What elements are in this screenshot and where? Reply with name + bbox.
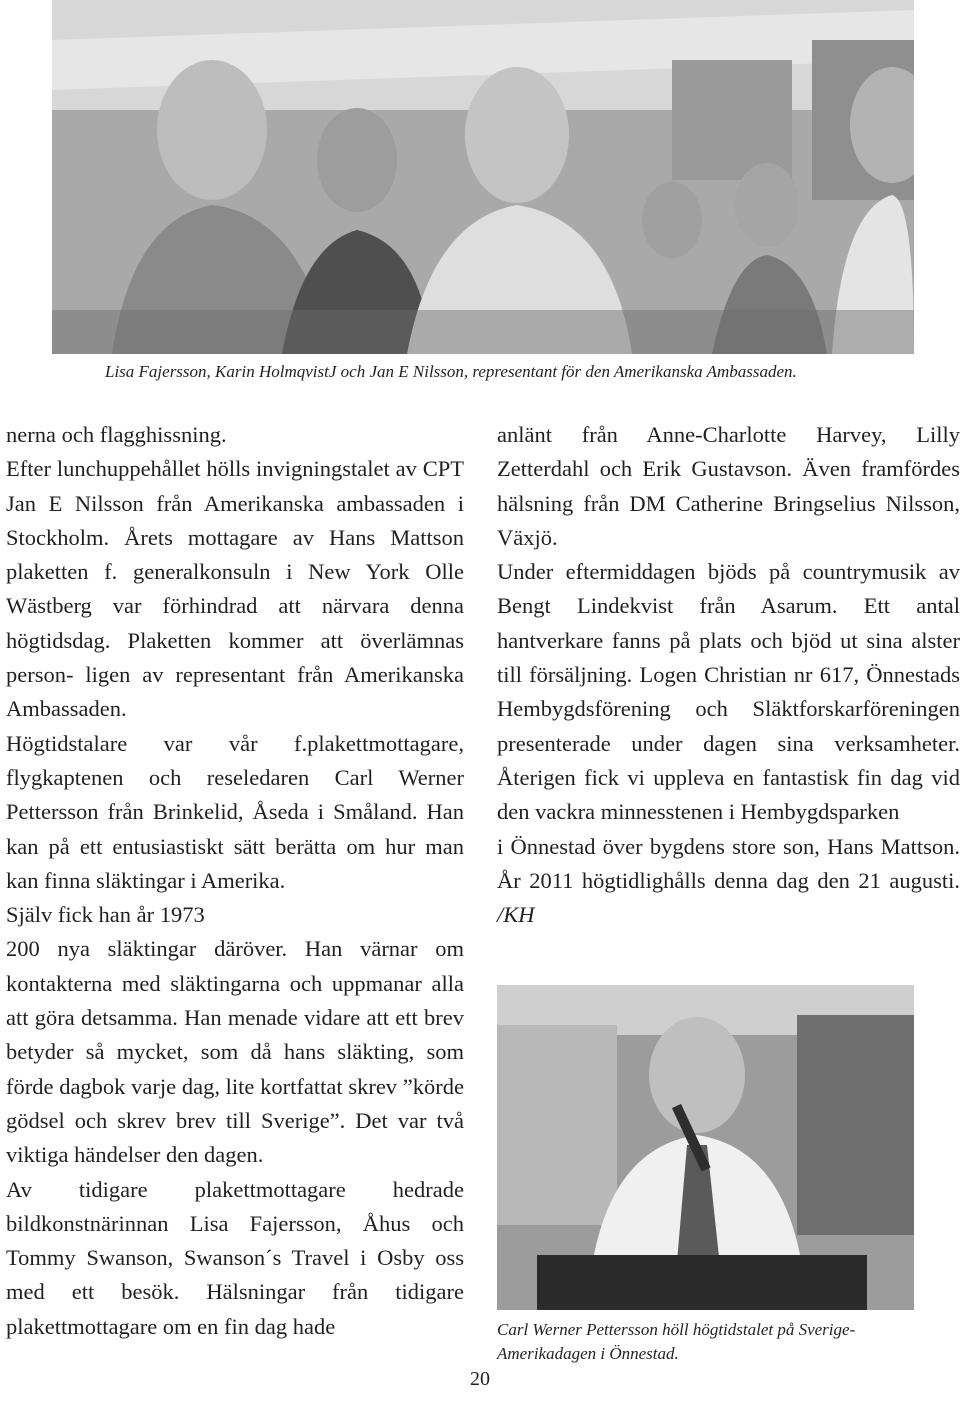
paragraph: Efter lunchuppehållet hölls invigningstalet av CPT Jan E Nilsson från Amerikanska ambassaden i Stockholm. Årets mottagare av Hans Mattson plaketten f. generalkonsuln i New York Olle Wästberg var förhindrad att närvara denna högtidsdag. Plaketten kommer att överlämnas person- ligen av representant från Amerikanska Ambassaden. xyxy=(6,456,464,722)
author-signature: /KH xyxy=(497,902,535,928)
paragraph: nerna och flagghissning. xyxy=(6,422,227,447)
paragraph: anlänt från Anne-Charlotte Harvey, Lilly Zetterdahl och Erik Gustavson. Även framfördes hälsning från DM Catherine Bringselius Nilsson, Växjö. xyxy=(497,422,960,550)
paragraph xyxy=(497,830,960,933)
paragraph: Av tidigare plakettmottagare hedrade bildkonstnärinnan Lisa Fajersson, Åhus och Tommy Swanson, Swanson´s Travel i Osby oss med ett besök. Hälsningar från tidigare plakettmottagare om en fin dag hade xyxy=(6,1176,464,1339)
paragraph: Under eftermiddagen bjöds på countrymusik av Bengt Lindekvist från Asarum. Ett antal hantverkare fanns på plats och bjöd ut sina alster till försäljning. Logen Christian nr 617, Önnestads Hembygdsförening och Släktforskarföreningen presenterade under dagen sina verksamheter. Återigen fick vi uppleva en fantastisk fin dag vid den vackra minnesstenen i Hembygdsparken xyxy=(497,559,960,825)
crowd-photo-illustration xyxy=(52,0,914,354)
right-column xyxy=(497,418,960,932)
paragraph-text: i Önnestad över bygdens store son, Hans Mattson. År 2011 högtidlighålls denna dag den 21 augusti. xyxy=(497,833,960,893)
top-photo-caption: Lisa Fajersson, Karin HolmqvistJ och Jan E Nilsson, representant för den Amerikanska Ambassaden. xyxy=(105,362,797,381)
paragraph: Själv fick han år 1973 xyxy=(6,902,205,928)
paragraph: Högtidstalare var vår f.plakettmottagare, flygkaptenen och reseledaren Carl Werner Pettersson från Brinkelid, Åseda i Småland. Han kan på ett entusiastiskt sätt berätta om hur man kan finna släktingar i Amerika. xyxy=(6,730,464,893)
left-column xyxy=(6,418,464,1344)
page-number: 20 xyxy=(470,1368,490,1390)
bottom-photo-caption: Carl Werner Pettersson höll högtidstalet på Sverige-Amerikadagen i Önnestad. xyxy=(497,1320,856,1363)
bottom-photo xyxy=(497,985,914,1310)
paragraph: 200 nya släktingar däröver. Han värnar om kontakterna med släktingarna och uppmanar alla att göra detsamma. Han menade vidare att ett brev betyder så mycket, som då hans släkting, som förde dagbok varje dag, lite kortfattat skrev ”körde gödsel och skrev brev till Sverige”. Det var två viktiga händelser den dagen. xyxy=(6,936,464,1168)
top-photo xyxy=(52,0,914,354)
speaker-photo-illustration xyxy=(497,985,914,1310)
